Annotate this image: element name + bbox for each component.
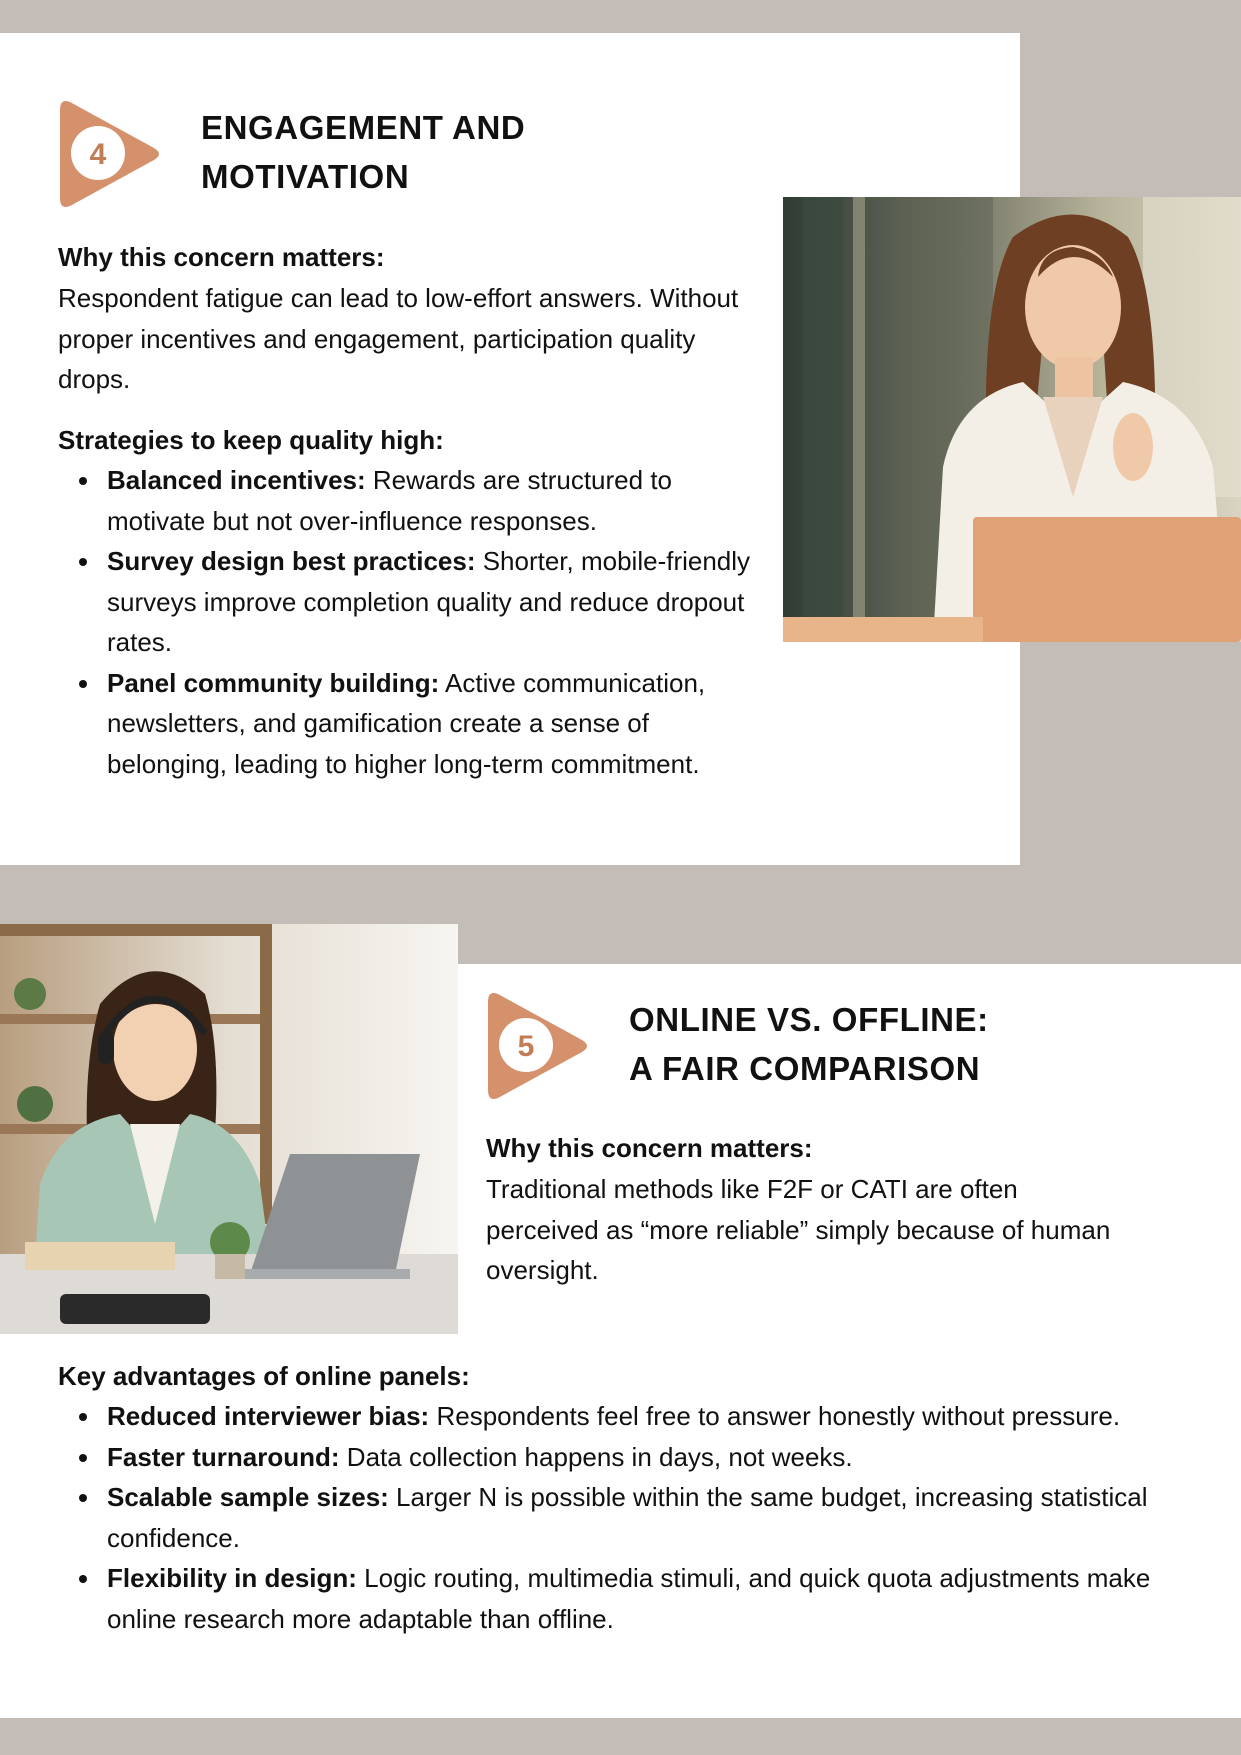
section5-why-label: Why this concern matters: xyxy=(486,1133,813,1163)
section5-title xyxy=(629,995,989,1093)
bullet-dot-icon xyxy=(79,680,87,688)
section4-badge xyxy=(56,96,162,212)
bullet-term: Faster turnaround: xyxy=(107,1441,340,1472)
list-item xyxy=(58,1477,1188,1558)
section4-title-line2: MOTIVATION xyxy=(201,158,410,195)
bullet-dot-icon xyxy=(79,1454,87,1462)
bullet-dot-icon xyxy=(79,558,87,566)
section4-why-text: Respondent fatigue can lead to low-effort answers. Without proper incentives and engagement, participation quality drops. xyxy=(58,283,739,394)
bullet-dot-icon xyxy=(79,1494,87,1502)
bullet-term: Scalable sample sizes: xyxy=(107,1482,389,1512)
section4-badge-number: 4 xyxy=(89,138,107,171)
woman-with-headset-photo xyxy=(0,924,458,1334)
list-item xyxy=(58,460,758,541)
bullet-text: Larger N is possible within the same budget, increasing statistical confidence. xyxy=(107,1482,1148,1553)
section5-title-line2: A FAIR COMPARISON xyxy=(629,1050,981,1087)
section4-why-label: Why this concern matters: xyxy=(58,242,385,272)
bullet-text: Logic routing, multimedia stimuli, and quick quota adjustments make online research more adaptable than offline. xyxy=(107,1563,1151,1634)
section5-badge xyxy=(484,988,590,1104)
bullet-term: Survey design best practices: xyxy=(107,546,476,576)
bullet-term: Panel community building: xyxy=(107,667,440,698)
bullet-text: Shorter, mobile-friendly surveys improve completion quality and reduce dropout rates. xyxy=(107,546,751,657)
section5-badge-number: 5 xyxy=(517,1030,535,1063)
list-item xyxy=(58,1558,1188,1639)
bullet-term: Balanced incentives: xyxy=(107,465,366,495)
section5-title-line1: ONLINE VS. OFFLINE: xyxy=(629,1001,989,1038)
woman-with-laptop-photo xyxy=(783,197,1241,642)
bullet-term: Flexibility in design: xyxy=(107,1563,357,1593)
bullet-dot-icon xyxy=(79,1413,87,1421)
bullet-text: Data collection happens in days, not weeks. xyxy=(339,1441,853,1472)
bullet-text: Rewards are structured to motivate but not over-influence responses. xyxy=(107,465,673,536)
section5-why-text: Traditional methods like F2F or CATI are often perceived as “more reliable” simply because of human oversight. xyxy=(486,1174,1111,1285)
bullet-text: Active communication, newsletters, and gamification create a sense of belonging, leading to higher long-term commitment. xyxy=(107,667,706,779)
section4-title-line1: ENGAGEMENT AND xyxy=(201,109,526,146)
bottom-bar xyxy=(0,1718,1241,1755)
section4-strategies-label: Strategies to keep quality high: xyxy=(58,425,444,455)
list-item xyxy=(58,1396,1188,1437)
bullet-dot-icon xyxy=(79,1575,87,1583)
play-triangle-badge-icon xyxy=(484,988,590,1104)
play-triangle-badge-icon xyxy=(56,96,162,212)
bullet-dot-icon xyxy=(79,477,87,485)
bullet-term: Reduced interviewer bias: xyxy=(107,1401,430,1431)
list-item xyxy=(58,1437,1188,1478)
section5-bullet-list xyxy=(58,1396,1188,1639)
list-item xyxy=(58,663,758,785)
section4-bullet-list xyxy=(58,460,758,784)
bullet-text: Respondents feel free to answer honestly without pressure. xyxy=(429,1401,1121,1431)
section5-advantages-label: Key advantages of online panels: xyxy=(58,1361,470,1391)
section4-title xyxy=(201,103,525,201)
list-item xyxy=(58,541,758,663)
